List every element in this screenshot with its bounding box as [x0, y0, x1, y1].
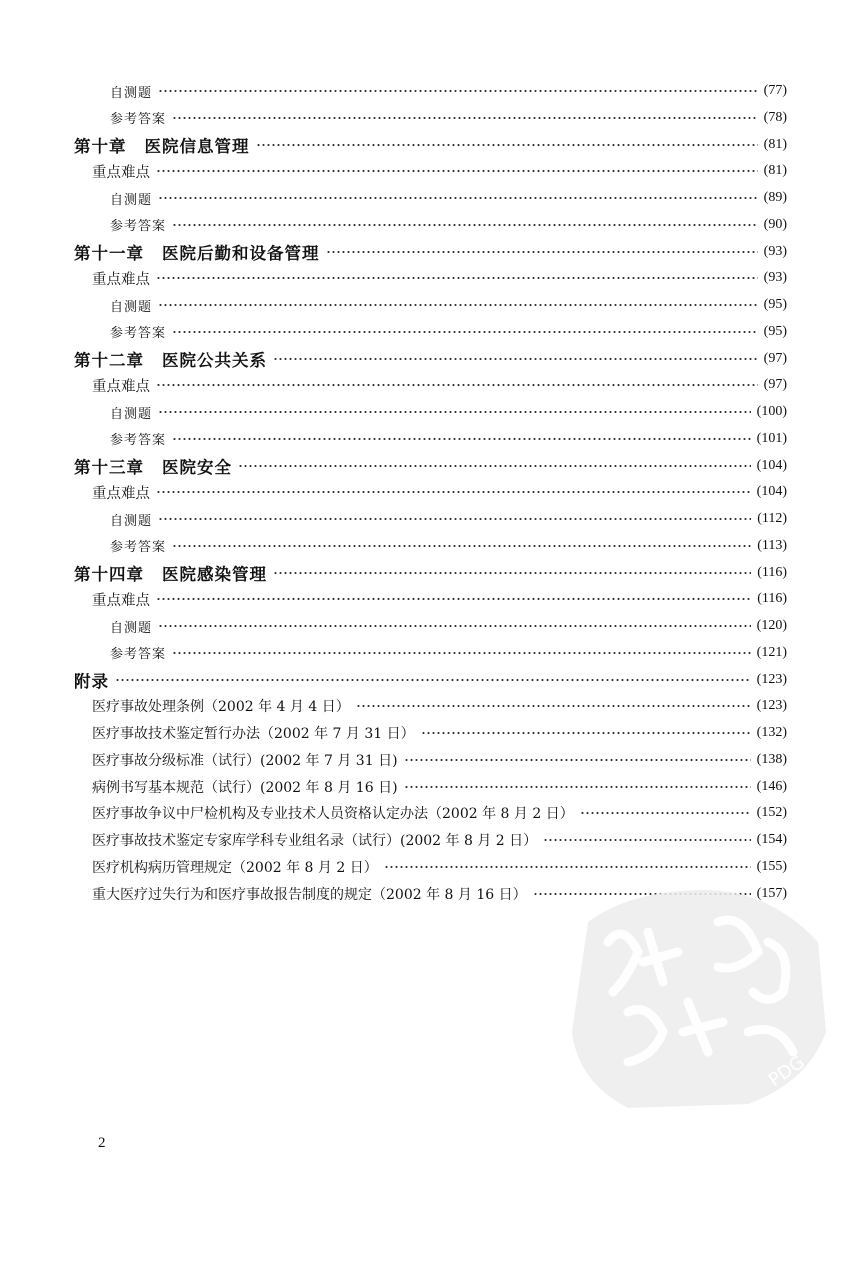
toc-chapter-entry [0, 453, 851, 479]
toc-page-number: (116) [757, 564, 787, 580]
toc-entry [0, 319, 851, 345]
chapter-number: 第十一章 [74, 243, 144, 263]
toc-entry [0, 533, 851, 559]
toc-entry-title: 自测题 [110, 299, 153, 315]
toc-entry [0, 105, 851, 131]
toc-page-number: (123) [756, 671, 787, 687]
toc-entry-title: 医疗事故争议中尸检机构及专业技术人员资格认定办法（2002 年 8 月 2 日） [92, 806, 574, 823]
toc-page-number: (146) [756, 778, 787, 794]
dot-leader [384, 865, 751, 869]
toc-page-number: (101) [756, 430, 787, 446]
toc-chapter-entry [0, 560, 851, 586]
chapter-number: 第十四章 [74, 564, 144, 584]
toc-entry-title [74, 561, 267, 585]
dot-leader [543, 838, 751, 842]
toc-chapter-entry [0, 239, 851, 265]
toc-entry [0, 185, 851, 211]
toc-page-number: (93) [763, 270, 787, 286]
toc-page-number: (95) [763, 297, 787, 312]
toc-page-number: (89) [763, 190, 787, 205]
toc-entry [0, 506, 851, 532]
dot-leader [158, 303, 758, 307]
dot-leader [172, 330, 758, 334]
toc-entry [0, 292, 851, 318]
toc-entry-title: 医疗事故技术鉴定专家库学科专业组名录（试行）(2002 年 8 月 2 日） [92, 833, 538, 849]
dot-leader [172, 116, 758, 120]
dot-leader [273, 571, 751, 575]
library-seal-watermark [568, 882, 828, 1112]
toc-entry-title: 参考答案 [110, 112, 167, 128]
toc-entry [0, 265, 851, 291]
toc-page-number: (154) [756, 832, 787, 847]
toc-entry [0, 212, 851, 238]
dot-leader [172, 223, 758, 227]
toc-entry [0, 586, 851, 612]
chapter-title: 医院感染管理 [162, 564, 267, 584]
toc-entry-title: 自测题 [110, 192, 153, 208]
toc-page-number: (132) [756, 725, 787, 740]
toc-entry [0, 479, 851, 505]
chapter-number: 附录 [74, 671, 109, 691]
toc-page-number: (138) [756, 751, 787, 767]
chapter-title: 医院后勤和设备管理 [162, 243, 320, 263]
toc-entry [0, 399, 851, 425]
toc-entry-title [74, 454, 232, 478]
dot-leader [404, 758, 751, 762]
toc-entry-title [74, 240, 320, 264]
toc-page-number: (95) [763, 323, 787, 339]
toc-entry-title: 自测题 [110, 406, 153, 422]
dot-leader [158, 196, 758, 200]
toc-page-number: (97) [763, 350, 787, 366]
chapter-number: 第十三章 [74, 457, 144, 477]
toc-entry-title: 医疗事故技术鉴定暂行办法（2002 年 7 月 31 日） [92, 726, 415, 742]
toc-page-number: (100) [756, 404, 787, 419]
toc-entry-title: 参考答案 [110, 433, 167, 449]
dot-leader [273, 357, 758, 361]
toc-chapter-entry [0, 667, 851, 693]
toc-page-number: (113) [757, 537, 787, 553]
toc-page-number: (104) [756, 457, 787, 473]
dot-leader [115, 678, 751, 682]
toc-entry [0, 640, 851, 666]
toc-entry [0, 720, 851, 746]
toc-page-number: (116) [757, 591, 787, 607]
chapter-title: 医院信息管理 [144, 136, 250, 156]
dot-leader [356, 704, 751, 708]
toc-entry-title: 重点难点 [92, 592, 150, 609]
dot-leader [172, 544, 751, 548]
toc-page-number: (90) [763, 216, 787, 232]
toc-entry [0, 426, 851, 452]
toc-entry-title [74, 668, 109, 692]
toc-entry [0, 372, 851, 398]
toc-entry-title: 参考答案 [110, 326, 167, 342]
toc-entry-title: 重点难点 [92, 164, 150, 181]
toc-page-number: (123) [756, 698, 787, 714]
toc-entry [0, 747, 851, 773]
toc-page-number: (155) [756, 858, 787, 874]
toc-entry-title [74, 133, 250, 157]
dot-leader [404, 785, 751, 789]
toc-entry [0, 693, 851, 719]
toc-page-number: (152) [756, 805, 787, 821]
toc-entry-title: 病例书写基本规范（试行）(2002 年 8 月 16 日) [92, 779, 398, 796]
toc-entry-title: 重点难点 [92, 271, 150, 288]
toc-page-number: (81) [763, 136, 787, 152]
toc-entry-title: 重大医疗过失行为和医疗事故报告制度的规定（2002 年 8 月 16 日） [92, 886, 527, 903]
toc-entry-title: 参考答案 [110, 647, 167, 663]
toc-entry-title: 医疗事故处理条例（2002 年 4 月 4 日） [92, 699, 350, 716]
dot-leader [172, 437, 751, 441]
toc-page-number: (104) [756, 484, 787, 500]
toc-entry-title: 自测题 [110, 620, 153, 636]
toc-page-number: (121) [756, 644, 787, 660]
toc-entry [0, 774, 851, 800]
chapter-title: 医院公共关系 [162, 350, 267, 370]
dot-leader [256, 143, 758, 147]
toc-entry [0, 613, 851, 639]
dot-leader [158, 517, 751, 521]
dot-leader [326, 250, 758, 254]
dot-leader [238, 464, 751, 468]
toc-entry-title: 自测题 [110, 85, 153, 101]
toc-entry-title: 医疗机构病历管理规定（2002 年 8 月 2 日） [92, 859, 378, 876]
dot-leader [156, 276, 758, 280]
toc-page-number: (120) [756, 618, 787, 633]
toc-entry [0, 800, 851, 826]
toc-entry [0, 78, 851, 104]
toc-chapter-entry [0, 132, 851, 158]
toc-entry-title: 重点难点 [92, 485, 150, 502]
page-number: 2 [98, 1135, 106, 1151]
toc-page-number: (77) [763, 83, 787, 98]
toc-entry-title: 医疗事故分级标准（试行）(2002 年 7 月 31 日) [92, 752, 398, 769]
dot-leader [158, 89, 758, 93]
dot-leader [156, 490, 751, 494]
toc-page-number: (112) [757, 511, 787, 526]
toc-entry-title: 参考答案 [110, 540, 167, 556]
toc-page-number: (78) [763, 109, 787, 125]
toc-entry [0, 854, 851, 880]
dot-leader [421, 731, 751, 735]
toc-entry-title [74, 347, 267, 371]
toc-entry-title: 重点难点 [92, 378, 150, 395]
dot-leader [156, 597, 751, 601]
toc-chapter-entry [0, 346, 851, 372]
toc-page-number: (97) [763, 377, 787, 393]
toc-entry-title: 自测题 [110, 513, 153, 529]
chapter-title: 医院安全 [162, 457, 232, 477]
toc-page-number: (81) [763, 163, 787, 179]
dot-leader [156, 169, 758, 173]
toc-page-number: (93) [763, 243, 787, 259]
toc-page-number: (157) [756, 885, 787, 901]
chapter-number: 第十二章 [74, 350, 144, 370]
toc-entry-title: 参考答案 [110, 219, 167, 235]
chapter-number: 第十章 [74, 136, 127, 156]
dot-leader [172, 651, 751, 655]
dot-leader [156, 383, 758, 387]
dot-leader [158, 624, 751, 628]
watermark-text: PDG [764, 1051, 809, 1092]
toc-entry [0, 827, 851, 853]
dot-leader [580, 811, 751, 815]
dot-leader [158, 410, 751, 414]
toc-entry [0, 158, 851, 184]
